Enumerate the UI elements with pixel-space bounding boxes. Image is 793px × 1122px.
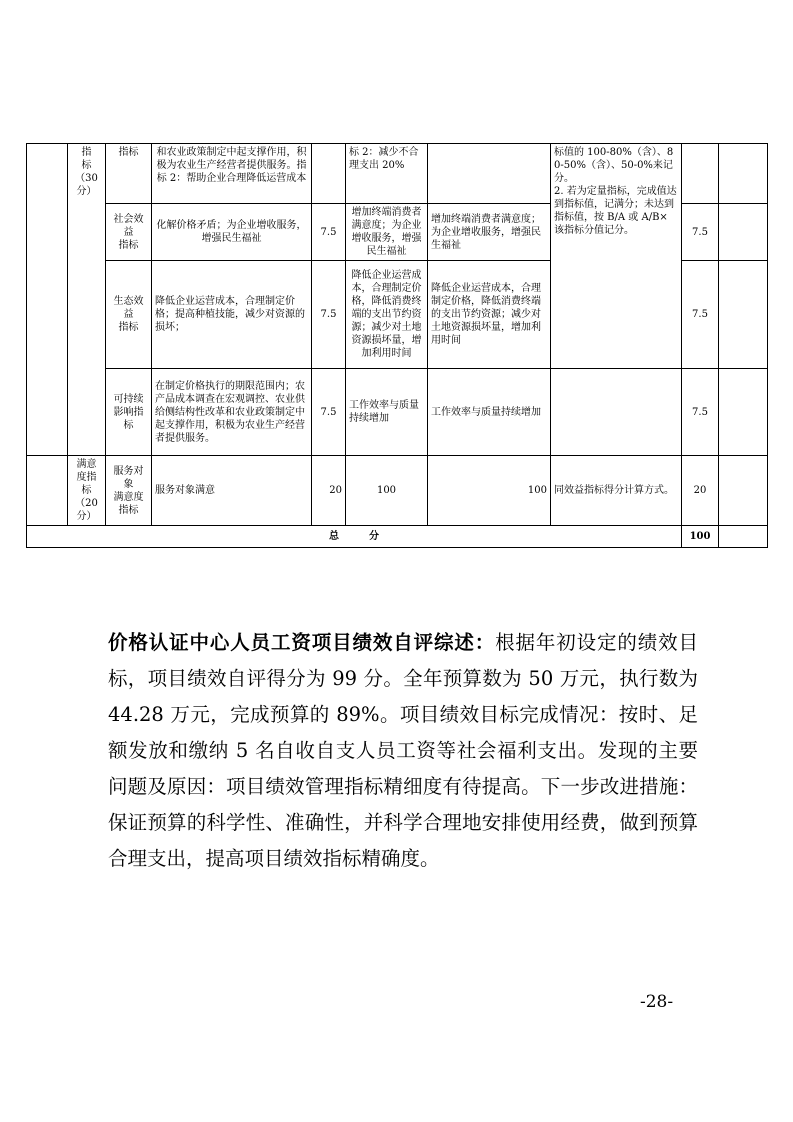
score-value: 20 (682, 456, 719, 526)
indicator-content: 化解价格矛盾；为企业增收服务，增强民生福祉 (152, 204, 312, 261)
score-value: 7.5 (682, 261, 719, 369)
table-row (27, 144, 768, 204)
note-cell (719, 204, 768, 261)
note-cell (719, 456, 768, 526)
note-cell (719, 369, 768, 456)
level1-indicator: 满意 度指 标 （20 分） (68, 456, 106, 526)
scoring-method: 同效益指标得分计算方式。 (551, 456, 682, 526)
page-number: -28- (640, 992, 674, 1012)
blank-cell (27, 456, 68, 526)
score-value: 7.5 (682, 204, 719, 261)
target-value: 标 2：减少不合理支出 20% (346, 144, 428, 204)
table-row (27, 456, 768, 526)
total-score: 100 (682, 526, 719, 548)
weight-value: 7.5 (312, 261, 346, 369)
weight-value: 7.5 (312, 369, 346, 456)
blank-cell (27, 144, 68, 456)
note-cell (719, 144, 768, 204)
target-value: 降低企业运营成本，合理制定价格，降低消费终端的支出节约资源；减少对土地资源损坏量，增加利用时间 (346, 261, 428, 369)
table-row (27, 369, 768, 456)
weight-value: 20 (312, 456, 346, 526)
scoring-method: 标值的 100-80%（含）、80-50%（含）、50-0%来记分。 2. 若为定量指标，完成值达到指标值，记满分；未达到指标值，按 B/A 或 A/B× 该指标分值记分。 (551, 144, 682, 369)
level2-indicator: 指标 (106, 144, 152, 204)
indicator-name: 可持续 影响指 标 (106, 369, 152, 456)
actual-value: 100 (428, 456, 551, 526)
actual-value: 工作效率与质量持续增加 (428, 369, 551, 456)
total-row (27, 526, 768, 548)
actual-value (428, 144, 551, 204)
indicator-content: 降低企业运营成本，合理制定价格；提高种植技能，减少对资源的损坏； (152, 261, 312, 369)
target-value: 100 (346, 456, 428, 526)
indicator-name: 社会效 益 指标 (106, 204, 152, 261)
indicator-content: 在制定价格执行的期限范围内；农产品成本调查在宏观调控、农业供给侧结构性改革和农业政策制定中起支撑作用，积极为农业生产经营者提供服务。 (152, 369, 312, 456)
score-cell (682, 144, 719, 204)
performance-table (26, 143, 768, 548)
summary-heading: 价格认证中心人员工资项目绩效自评综述： (108, 631, 496, 654)
score-value: 7.5 (682, 369, 719, 456)
scoring-method (551, 369, 682, 456)
target-value: 工作效率与质量持续增加 (346, 369, 428, 456)
weight-cell (312, 144, 346, 204)
target-value: 增加终端消费者满意度；为企业增收服务，增强民生福祉 (346, 204, 428, 261)
indicator-name: 服务对 象 满意度 指标 (106, 456, 152, 526)
actual-value: 降低企业运营成本，合理制定价格，降低消费终端的支出节约资源；减少对土地资源损坏量，增加利用时间 (428, 261, 551, 369)
note-cell (719, 526, 768, 548)
indicator-content: 服务对象满意 (152, 456, 312, 526)
indicator-name: 生态效 益 指标 (106, 261, 152, 369)
summary-body: 根据年初设定的绩效目标，项目绩效自评得分为 99 分。全年预算数为 50 万元，执行数为 44.28 万元，完成预算的 89%。项目绩效目标完成情况：按时、足额发放和缴纳 5 名自收自支人员工资等社会福利支出。发现的主要问题及原因：项目绩效管理指标精细度有待提高。下一步改进措施：保证预算的科学性、准确性，并科学合理地安排使用经费，做到预算合理支出，提高项目绩效指标精确度。 (108, 631, 698, 870)
level1-indicator: 指 标 （30 分） (68, 144, 106, 456)
summary-paragraph (108, 625, 698, 877)
note-cell (719, 261, 768, 369)
weight-value: 7.5 (312, 204, 346, 261)
indicator-content: 和农业政策制定中起支撑作用，积极为农业生产经营者提供服务。指标 2：帮助企业合理降低运营成本 (152, 144, 312, 204)
total-label: 总 分 (27, 526, 682, 548)
actual-value: 增加终端消费者满意度；为企业增收服务，增强民生福祉 (428, 204, 551, 261)
